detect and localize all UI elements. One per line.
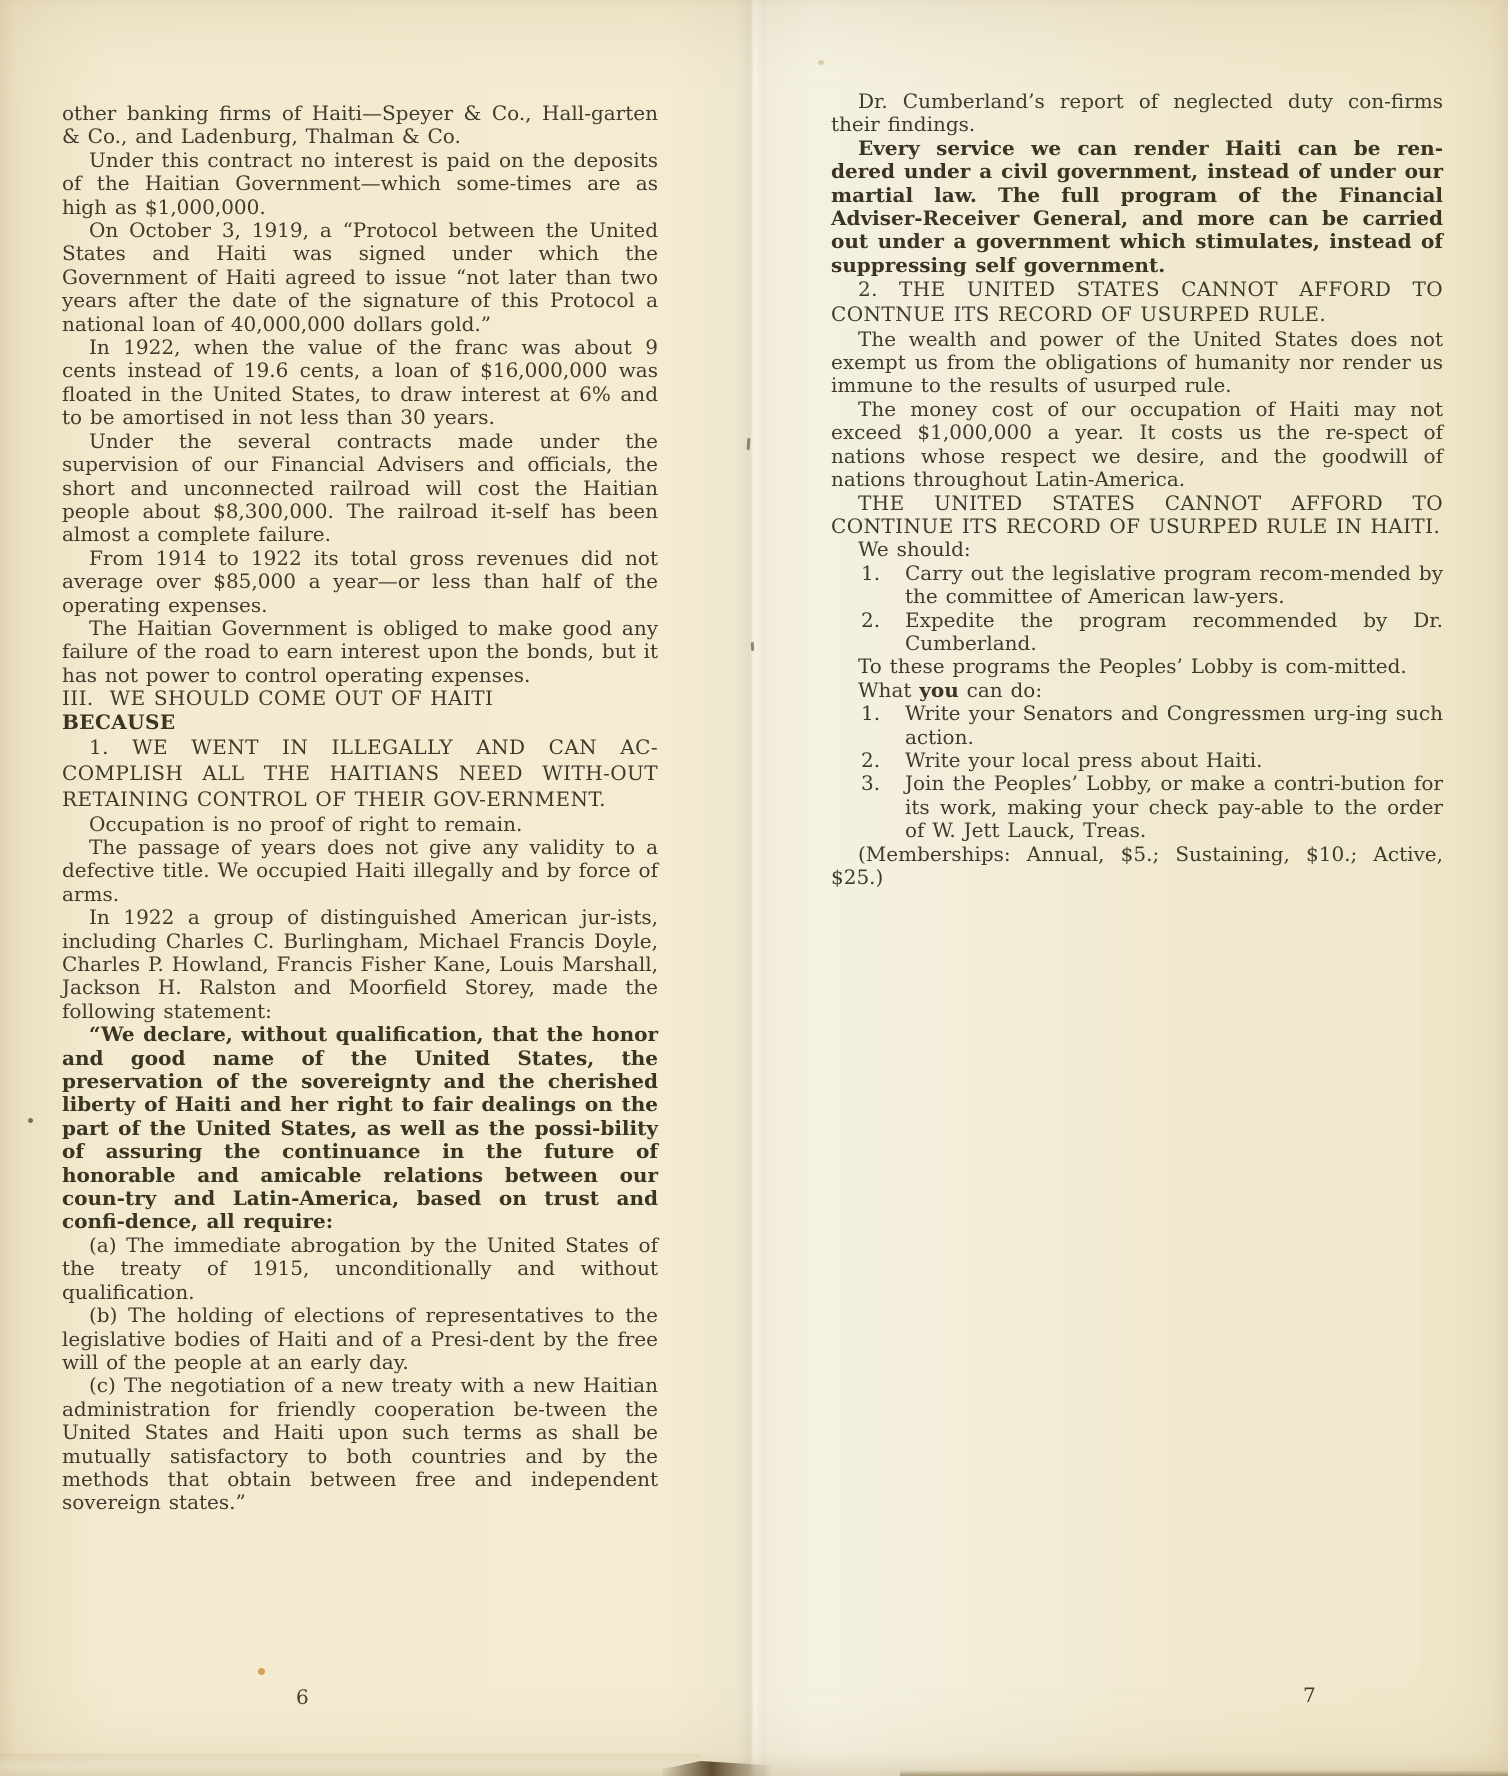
paper-speck <box>258 1668 265 1675</box>
list-item-number: 1. <box>861 701 881 726</box>
paragraph: The wealth and power of the United States does not exempt us from the obligations of humanity nor render us immune to the results of usurped rule. <box>831 326 1443 398</box>
paragraph-item-b: (b) The holding of elections of representatives to the legislative bodies of Haiti and of a Presi-dent by the free will of the people at an early day. <box>62 1303 658 1374</box>
section-heading-number: III. <box>62 686 94 711</box>
paragraph: Under the several contracts made under the supervision of our Financial Advisers and officials, the short and unconnected railroad will cost the Haitian people about $8,300,000. The railroad it-self has been almost a complete failure. <box>62 428 658 547</box>
section-heading-text: WE SHOULD COME OUT OF HAITI <box>109 686 494 711</box>
list-item <box>831 772 1443 842</box>
center-fold-crease <box>736 0 766 1776</box>
list-item-number: 3. <box>861 771 881 796</box>
right-page-column <box>831 90 1443 889</box>
staple-mark <box>747 438 751 450</box>
paper-speck <box>818 60 824 65</box>
paragraph-item-a: (a) The immediate abrogation by the United States of the treaty of 1915, unconditionally and without qualification. <box>62 1232 658 1304</box>
what-post: can do: <box>958 677 1043 702</box>
list-item <box>831 609 1443 656</box>
paragraph: In 1922, when the value of the franc was about 9 cents instead of 19.6 cents, a loan of $16,000,000 was floated in the United States, to draw interest at 6% and to be amortised in not less than 30 years. <box>62 335 658 430</box>
list-item-text: Join the Peoples’ Lobby, or make a contri-bution for its work, making your check pay-able to the order of W. Jett Lauck, Treas. <box>905 771 1443 843</box>
bottom-page-edge <box>0 1754 700 1776</box>
paragraph: To these programs the Peoples’ Lobby is com-mitted. <box>858 654 1407 679</box>
list-item-text: Write your local press about Haiti. <box>905 747 1263 772</box>
list-item <box>831 702 1443 749</box>
paragraph-continuation: other banking firms of Haiti—Speyer & Co., Hall-garten & Co., and Ladenburg, Thalman & Co. <box>62 101 658 149</box>
section-heading-2: 2. THE UNITED STATES CANNOT AFFORD TO CONTNUE ITS RECORD OF USURPED RULE. <box>831 277 1443 327</box>
staple-mark <box>751 642 754 651</box>
because-subheading: BECAUSE <box>62 709 176 734</box>
we-should-label: We should: <box>858 537 971 562</box>
list-item-text: Carry out the legislative program recom-mended by the committee of American law-yers. <box>905 560 1443 609</box>
paragraph: In 1922 a group of distinguished American jur-ists, including Charles C. Burlingham, Michael Francis Doyle, Charles P. Howland, Francis Fisher Kane, Louis Marshall, Jackson H. Ralston and Moorfield Storey, made the following statement: <box>62 905 658 1023</box>
what-you-can-do-label <box>831 679 1443 702</box>
paragraph: The money cost of our occupation of Haiti may not exceed $1,000,000 a year. It costs us the re-spect of nations whose respect we desire, and the goodwill of nations throughout Latin-America. <box>831 396 1443 492</box>
numbered-point-heading: 1. WE WENT IN ILLEGALLY AND CAN AC-COMPLISH ALL THE HAITIANS NEED WITH-OUT RETAINING CONTROL OF THEIR GOV-ERNMENT. <box>62 734 658 812</box>
paragraph: Under this contract no interest is paid on the deposits of the Haitian Government—which some-times are as high as $1,000,000. <box>62 147 658 219</box>
bold-statement-paragraph: Every service we can render Haiti can be ren-dered under a civil government, instead of under our martial law. The full program of the Financial Adviser-Receiver General, and more can be carried out under a government which stimulates, instead of suppressing self government. <box>831 135 1443 277</box>
list-item-number: 1. <box>861 560 881 585</box>
paragraph: Occupation is no proof of right to remain. <box>89 811 523 836</box>
list-item-number: 2. <box>861 747 881 772</box>
caps-statement-paragraph: THE UNITED STATES CANNOT AFFORD TO CONTINUE ITS RECORD OF USURPED RULE IN HAITI. <box>831 490 1443 538</box>
section-heading-iii <box>62 687 658 710</box>
what-you-bold: you <box>919 677 959 702</box>
memberships-note: (Memberships: Annual, $5.; Sustaining, $10.; Active, $25.) <box>831 841 1443 889</box>
page-number-right: 7 <box>1303 1683 1316 1707</box>
list-item-text: Expedite the program recommended by Dr. Cumberland. <box>905 607 1443 655</box>
paragraph: Dr. Cumberland’s report of neglected duty con-firms their findings. <box>831 89 1443 137</box>
paragraph-item-c: (c) The negotiation of a new treaty with a new Haitian administration for friendly cooperation be-tween the United States and Haiti upon such terms as shall be mutually satisfactory to both countries and by the methods that obtain between free and independent sovereign states.” <box>62 1373 658 1515</box>
paragraph: The passage of years does not give any validity to a defective title. We occupied Haiti illegally and by force of arms. <box>62 834 658 906</box>
list-item <box>831 749 1443 772</box>
list-item-number: 2. <box>861 607 881 632</box>
what-pre: What <box>858 677 920 702</box>
left-page-column <box>62 102 658 1515</box>
list-item <box>831 562 1443 609</box>
paper-speck <box>28 1118 33 1123</box>
paragraph: From 1914 to 1922 its total gross revenues did not average over $85,000 a year—or less than half of the operating expenses. <box>62 545 658 617</box>
paragraph: The Haitian Government is obliged to make good any failure of the road to earn interest upon the bonds, but it has not power to control operating expenses. <box>62 615 658 687</box>
paragraph: On October 3, 1919, a “Protocol between the United States and Haiti was signed under which the Government of Haiti agreed to issue “not later than two years after the date of the signature of this Protocol a national loan of 40,000,000 dollars gold.” <box>62 218 658 336</box>
list-item-text: Write your Senators and Congressmen urg-ing such action. <box>905 701 1443 749</box>
jurists-statement-quote: “We declare, without qualification, that the honor and good name of the United States, the preservation of the sovereignty and the cherished liberty of Haiti and her right to fair dealings on the part of the United States, as well as the possi-bility of assuring the continuance in the future of honorable and amicable relations between our coun-try and Latin-America, based on trust and confi-dence, all require: <box>62 1022 658 1234</box>
bottom-edge-shadow <box>900 1770 1508 1776</box>
page-number-left: 6 <box>296 1685 309 1709</box>
